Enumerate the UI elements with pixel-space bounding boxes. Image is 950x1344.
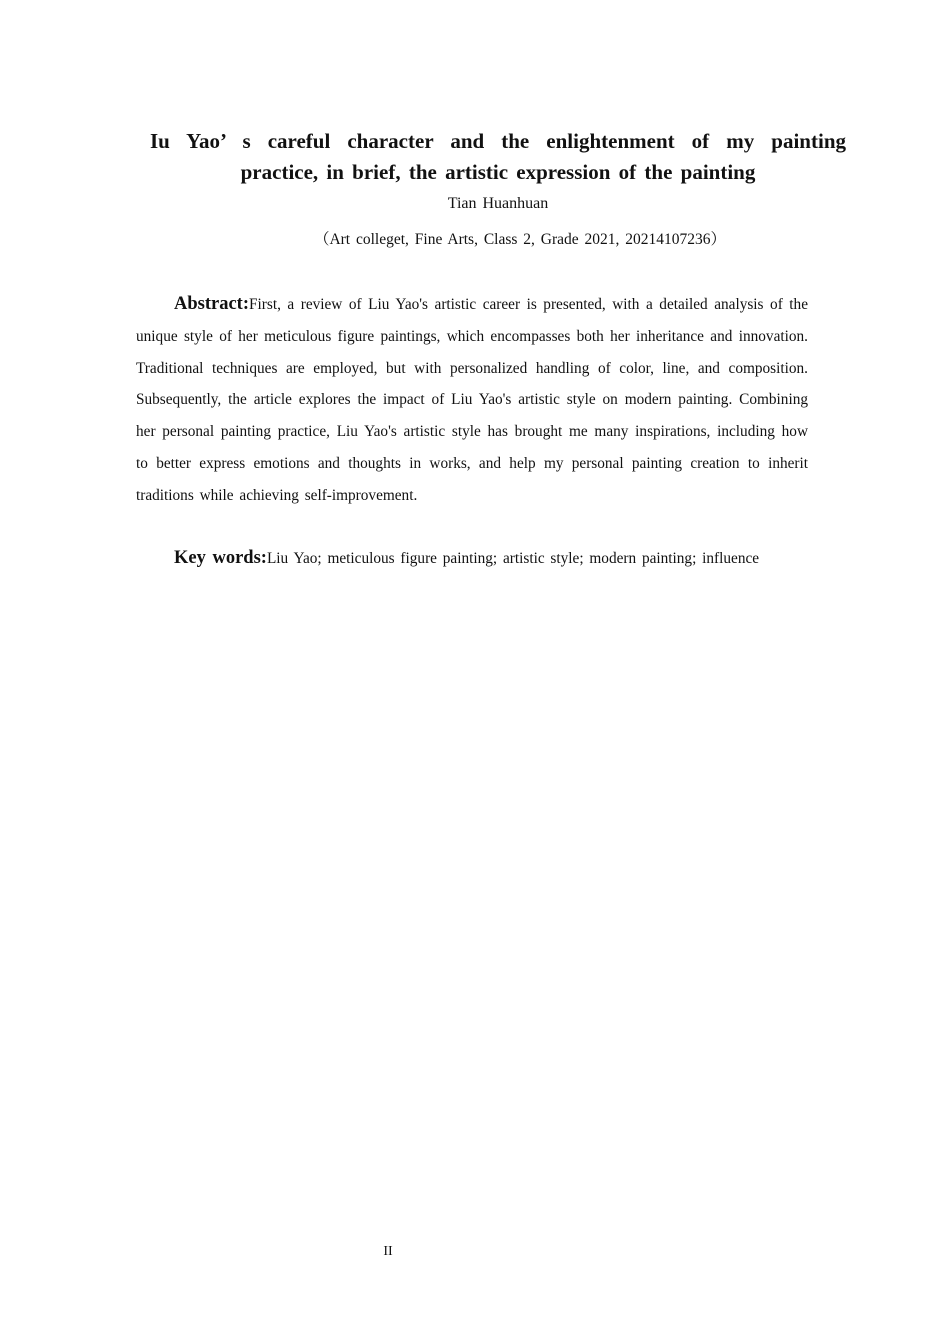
paper-title xyxy=(150,126,846,188)
abstract-label: Abstract: xyxy=(174,294,250,314)
keywords-label: Key words: xyxy=(174,548,267,568)
abstract-paragraph xyxy=(136,289,808,512)
keywords-text: Liu Yao; meticulous figure painting; artistic style; modern painting; influence xyxy=(266,550,760,567)
author-name: Tian Huanhuan xyxy=(447,195,549,212)
keywords-paragraph xyxy=(136,543,808,575)
abstract-text: First, a review of Liu Yao's artistic career is presented, with a detailed analysis of the unique style of her meticulous figure paintings, which encompasses both her inheritance and innovation. Traditional techniques are employed, but with personalized handling of color, line, and composition. Subsequently, the article explores the impact of Liu Yao's artistic style on modern painting. Combining her personal painting practice, Liu Yao's artistic style has brought me many inspirations, including how to better express emotions and thoughts in works, and help my personal painting creation to inherit traditions while achieving self-improvement. xyxy=(136,296,808,504)
author-affiliation: （Art colleget, Fine Arts, Class 2, Grade 2021, 20214107236） xyxy=(313,231,727,248)
title-line-2: practice, in brief, the artistic expression of the painting xyxy=(240,160,756,184)
page-number: II xyxy=(383,1244,393,1259)
title-line-1: Iu Yao’ s careful character and the enlightenment of my painting xyxy=(150,129,846,153)
